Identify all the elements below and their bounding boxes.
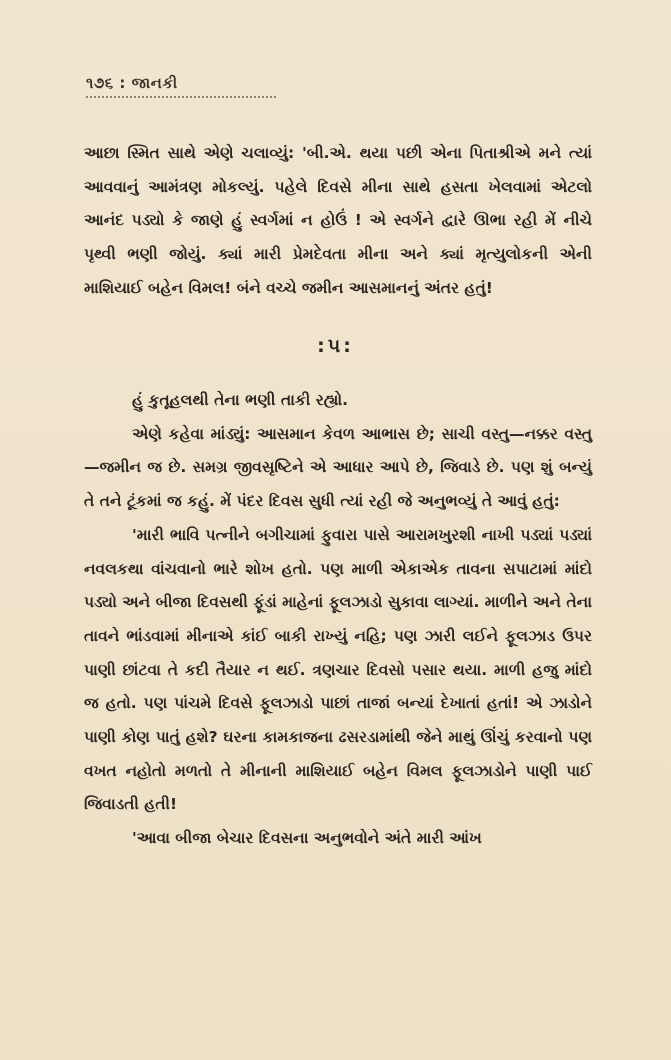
paragraph: એણે કહેવા માંડ્યું: આસમાન કેવળ આભાસ છે; સાચી વસ્તુ—નક્કર વસ્તુ—જમીન જ છે. સમગ્ર જીવસૃષ્ટિને એ આધાર આપે છે, જિવાડે છે. પણ શું બન્યું તે તને ટૂંકમાં જ કહું. મેં પંદર દિવસ સુધી ત્યાં રહી જે અનુભવ્યું તે આવું હતું:: [84, 424, 592, 511]
header-rule: [86, 96, 276, 98]
paragraph: હું કુતૂહલથી તેના ભણી તાકી રહ્યો.: [132, 391, 349, 409]
paragraph: 'મારી ભાવિ પત્નીને બગીચામાં ફુવારા પાસે આરામખુરશી નાખી પડ્યાં પડ્યાં નવલકથા વાંચવાનો ભારે શોખ હતો. પણ માળી એકાએક તાવના સપાટામાં માંદો પડ્યો અને બીજા દિવસથી ફૂંડાં માહેનાં ફૂલઝાડો સુકાવા લાગ્યાં. માળીને અને તેના તાવને ભાંડવામાં મીનાએ કાંઈ બાકી રાખ્યું નહિ; પણ ઝારી લઈને ફૂલઝાડ ઉપર પાણી છાંટવા તે કદી તૈયાર ન થઈ. ત્રણચાર દિવસો પસાર થયા. માળી હજુ માંદો જ હતો. પણ પાંચમે દિવસે ફૂલઝાડો પાછાં તાજાં બન્યાં દેખાતાં હતાં! એ ઝાડોને પાણી કોણ પાતું હશે? ઘરના કામકાજના ઢસરડામાંથી જેને માથું ઊંચું કરવાનો પણ વખત નહોતો મળતો તે મીનાની માશિયાઈ બહેન વિમલ ફૂલઝાડોને પાણી પાઈ જિવાડતી હતી!: [84, 525, 592, 814]
paragraph: આછા સ્મિત સાથે એણે ચલાવ્યું: 'બી.એ. થયા પછી એના પિતાશ્રીએ મને ત્યાં આવવાનું આમંત્રણ મોકલ્યું. પહેલે દિવસે મીના સાથે હસતા ખેલવામાં એટલો આનંદ પડ્યો કે જાણે હું સ્વર્ગમાં ન હોઉં ! એ સ્વર્ગને દ્વારે ઊભા રહી મેં નીચે પૃથ્વી ભણી જોયું. ક્યાં મારી પ્રેમદેવતા મીના અને ક્યાં મૃત્યુલોકની એની માશિયાઈ બહેન વિમલ! બંને વચ્ચે જમીન આસમાનનું અંતર હતું!: [84, 144, 592, 297]
text-block-rest: [84, 384, 592, 856]
page-header: ૧૭૬ : જાનકી: [86, 74, 178, 92]
paragraph: 'આવા બીજા બેચાર દિવસના અનુભવોને અંતે મારી આંખ: [132, 829, 482, 848]
section-number: :૫:: [317, 335, 354, 357]
text-block-top: [84, 137, 592, 306]
